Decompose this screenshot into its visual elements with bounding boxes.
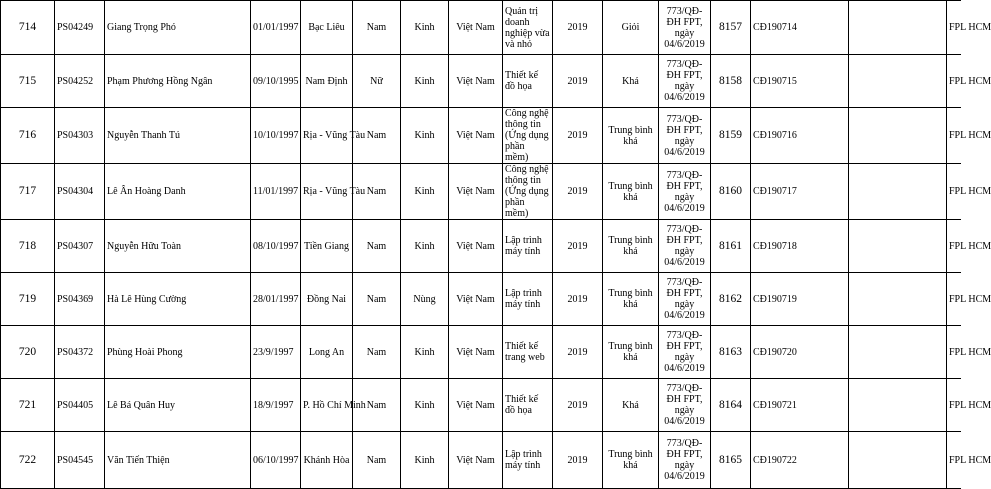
major-cell: Công nghệ thông tin (Ứng dụng phần mềm): [503, 164, 553, 220]
birthplace-cell: Tiền Giang: [301, 220, 353, 273]
nationality-cell: Việt Nam: [449, 432, 503, 489]
major-cell: Lập trình máy tính: [503, 220, 553, 273]
major-cell: Quản trị doanh nghiệp vừa và nhỏ: [503, 1, 553, 55]
graduation-year-cell: 2019: [553, 326, 603, 379]
birthplace-cell: Long An: [301, 326, 353, 379]
birthplace-cell: Đồng Nai: [301, 273, 353, 326]
student-name-cell: Phạm Phương Hồng Ngân: [105, 55, 251, 108]
date-of-birth-cell: 11/01/1997: [251, 164, 301, 220]
certificate-code-cell: CĐ190715: [751, 55, 849, 108]
note-cell: [849, 164, 947, 220]
gender-cell: Nam: [353, 220, 401, 273]
campus-cell: FPL HCM: [947, 1, 961, 55]
certificate-code-cell: CĐ190716: [751, 108, 849, 164]
classification-cell: Khá: [603, 379, 659, 432]
row-number-cell: 714: [1, 1, 55, 55]
campus-cell: FPL HCM: [947, 55, 961, 108]
classification-cell: Khá: [603, 55, 659, 108]
table-row: [1, 55, 961, 108]
graduation-year-cell: 2019: [553, 273, 603, 326]
student-code-cell: PS04369: [55, 273, 105, 326]
note-cell: [849, 108, 947, 164]
table-row: [1, 1, 961, 55]
gender-cell: Nam: [353, 1, 401, 55]
gender-cell: Nữ: [353, 55, 401, 108]
graduation-year-cell: 2019: [553, 220, 603, 273]
date-of-birth-cell: 06/10/1997: [251, 432, 301, 489]
student-name-cell: Văn Tiến Thiện: [105, 432, 251, 489]
note-cell: [849, 379, 947, 432]
decision-number-cell: 773/QĐ-ĐH FPT, ngày 04/6/2019: [659, 432, 711, 489]
birthplace-cell: P. Hồ Chí Minh: [301, 379, 353, 432]
birthplace-cell: Rịa - Vũng Tàu: [301, 164, 353, 220]
date-of-birth-cell: 08/10/1997: [251, 220, 301, 273]
classification-cell: Trung bình khá: [603, 326, 659, 379]
student-code-cell: PS04545: [55, 432, 105, 489]
major-cell: Thiết kế đồ họa: [503, 379, 553, 432]
nationality-cell: Việt Nam: [449, 164, 503, 220]
table-body: [1, 1, 991, 489]
student-code-cell: PS04307: [55, 220, 105, 273]
gender-cell: Nam: [353, 432, 401, 489]
table-row: [1, 432, 961, 489]
graduation-year-cell: 2019: [553, 379, 603, 432]
decision-number-cell: 773/QĐ-ĐH FPT, ngày 04/6/2019: [659, 273, 711, 326]
classification-cell: Trung bình khá: [603, 220, 659, 273]
gender-cell: Nam: [353, 379, 401, 432]
diploma-number-cell: 8165: [711, 432, 751, 489]
student-name-cell: Giang Trọng Phó: [105, 1, 251, 55]
student-name-cell: Nguyễn Hữu Toàn: [105, 220, 251, 273]
student-code-cell: PS04405: [55, 379, 105, 432]
ethnicity-cell: Kinh: [401, 432, 449, 489]
decision-number-cell: 773/QĐ-ĐH FPT, ngày 04/6/2019: [659, 55, 711, 108]
row-number-cell: 719: [1, 273, 55, 326]
graduation-year-cell: 2019: [553, 108, 603, 164]
birthplace-cell: Bạc Liêu: [301, 1, 353, 55]
student-name-cell: Nguyễn Thanh Tú: [105, 108, 251, 164]
ethnicity-cell: Kinh: [401, 379, 449, 432]
table-row: [1, 108, 961, 164]
birthplace-cell: Khánh Hòa: [301, 432, 353, 489]
decision-number-cell: 773/QĐ-ĐH FPT, ngày 04/6/2019: [659, 1, 711, 55]
student-name-cell: Lê Ân Hoàng Danh: [105, 164, 251, 220]
nationality-cell: Việt Nam: [449, 220, 503, 273]
note-cell: [849, 55, 947, 108]
ethnicity-cell: Kinh: [401, 108, 449, 164]
major-cell: Thiết kế đồ họa: [503, 55, 553, 108]
date-of-birth-cell: 01/01/1997: [251, 1, 301, 55]
gender-cell: Nam: [353, 326, 401, 379]
certificate-code-cell: CĐ190719: [751, 273, 849, 326]
gender-cell: Nam: [353, 164, 401, 220]
decision-number-cell: 773/QĐ-ĐH FPT, ngày 04/6/2019: [659, 326, 711, 379]
graduation-year-cell: 2019: [553, 1, 603, 55]
row-number-cell: 718: [1, 220, 55, 273]
nationality-cell: Việt Nam: [449, 273, 503, 326]
diploma-number-cell: 8159: [711, 108, 751, 164]
note-cell: [849, 432, 947, 489]
birthplace-cell: Rịa - Vũng Tàu: [301, 108, 353, 164]
row-number-cell: 720: [1, 326, 55, 379]
gender-cell: Nam: [353, 108, 401, 164]
row-number-cell: 722: [1, 432, 55, 489]
certificate-code-cell: CĐ190721: [751, 379, 849, 432]
birthplace-cell: Nam Định: [301, 55, 353, 108]
student-code-cell: PS04252: [55, 55, 105, 108]
row-number-cell: 717: [1, 164, 55, 220]
ethnicity-cell: Kinh: [401, 326, 449, 379]
nationality-cell: Việt Nam: [449, 326, 503, 379]
certificate-code-cell: CĐ190717: [751, 164, 849, 220]
decision-number-cell: 773/QĐ-ĐH FPT, ngày 04/6/2019: [659, 379, 711, 432]
nationality-cell: Việt Nam: [449, 55, 503, 108]
campus-cell: FPL HCM: [947, 273, 961, 326]
campus-cell: FPL HCM: [947, 432, 961, 489]
student-name-cell: Hà Lê Hùng Cường: [105, 273, 251, 326]
major-cell: Công nghệ thông tin (Ứng dụng phần mềm): [503, 108, 553, 164]
decision-number-cell: 773/QĐ-ĐH FPT, ngày 04/6/2019: [659, 164, 711, 220]
note-cell: [849, 273, 947, 326]
diploma-number-cell: 8157: [711, 1, 751, 55]
date-of-birth-cell: 28/01/1997: [251, 273, 301, 326]
classification-cell: Trung bình khá: [603, 164, 659, 220]
diploma-number-cell: 8158: [711, 55, 751, 108]
graduation-year-cell: 2019: [553, 432, 603, 489]
ethnicity-cell: Kinh: [401, 220, 449, 273]
classification-cell: Trung bình khá: [603, 432, 659, 489]
classification-cell: Trung bình khá: [603, 273, 659, 326]
certificate-code-cell: CĐ190718: [751, 220, 849, 273]
student-code-cell: PS04303: [55, 108, 105, 164]
row-number-cell: 715: [1, 55, 55, 108]
major-cell: Lập trình máy tính: [503, 432, 553, 489]
nationality-cell: Việt Nam: [449, 1, 503, 55]
nationality-cell: Việt Nam: [449, 379, 503, 432]
nationality-cell: Việt Nam: [449, 108, 503, 164]
row-number-cell: 721: [1, 379, 55, 432]
table-row: [1, 326, 961, 379]
diploma-number-cell: 8160: [711, 164, 751, 220]
date-of-birth-cell: 18/9/1997: [251, 379, 301, 432]
note-cell: [849, 220, 947, 273]
date-of-birth-cell: 10/10/1997: [251, 108, 301, 164]
campus-cell: FPL HCM: [947, 326, 961, 379]
diploma-number-cell: 8163: [711, 326, 751, 379]
student-code-cell: PS04372: [55, 326, 105, 379]
certificate-code-cell: CĐ190722: [751, 432, 849, 489]
campus-cell: FPL HCM: [947, 108, 961, 164]
student-name-cell: Lê Bá Quân Huy: [105, 379, 251, 432]
campus-cell: FPL HCM: [947, 379, 961, 432]
certificate-code-cell: CĐ190714: [751, 1, 849, 55]
row-number-cell: 716: [1, 108, 55, 164]
campus-cell: FPL HCM: [947, 220, 961, 273]
ethnicity-cell: Nùng: [401, 273, 449, 326]
graduation-year-cell: 2019: [553, 164, 603, 220]
table-row: [1, 164, 961, 220]
table-row: [1, 220, 961, 273]
diploma-number-cell: 8161: [711, 220, 751, 273]
decision-number-cell: 773/QĐ-ĐH FPT, ngày 04/6/2019: [659, 108, 711, 164]
note-cell: [849, 1, 947, 55]
diploma-number-cell: 8162: [711, 273, 751, 326]
date-of-birth-cell: 09/10/1995: [251, 55, 301, 108]
graduation-year-cell: 2019: [553, 55, 603, 108]
certificate-code-cell: CĐ190720: [751, 326, 849, 379]
date-of-birth-cell: 23/9/1997: [251, 326, 301, 379]
diploma-number-cell: 8164: [711, 379, 751, 432]
table-row: [1, 379, 961, 432]
classification-cell: Trung bình khá: [603, 108, 659, 164]
note-cell: [849, 326, 947, 379]
major-cell: Lập trình máy tính: [503, 273, 553, 326]
campus-cell: FPL HCM: [947, 164, 961, 220]
major-cell: Thiết kế trang web: [503, 326, 553, 379]
student-name-cell: Phùng Hoài Phong: [105, 326, 251, 379]
classification-cell: Giỏi: [603, 1, 659, 55]
ethnicity-cell: Kinh: [401, 1, 449, 55]
table-row: [1, 273, 961, 326]
student-code-cell: PS04304: [55, 164, 105, 220]
ethnicity-cell: Kinh: [401, 55, 449, 108]
student-code-cell: PS04249: [55, 1, 105, 55]
gender-cell: Nam: [353, 273, 401, 326]
ethnicity-cell: Kinh: [401, 164, 449, 220]
decision-number-cell: 773/QĐ-ĐH FPT, ngày 04/6/2019: [659, 220, 711, 273]
